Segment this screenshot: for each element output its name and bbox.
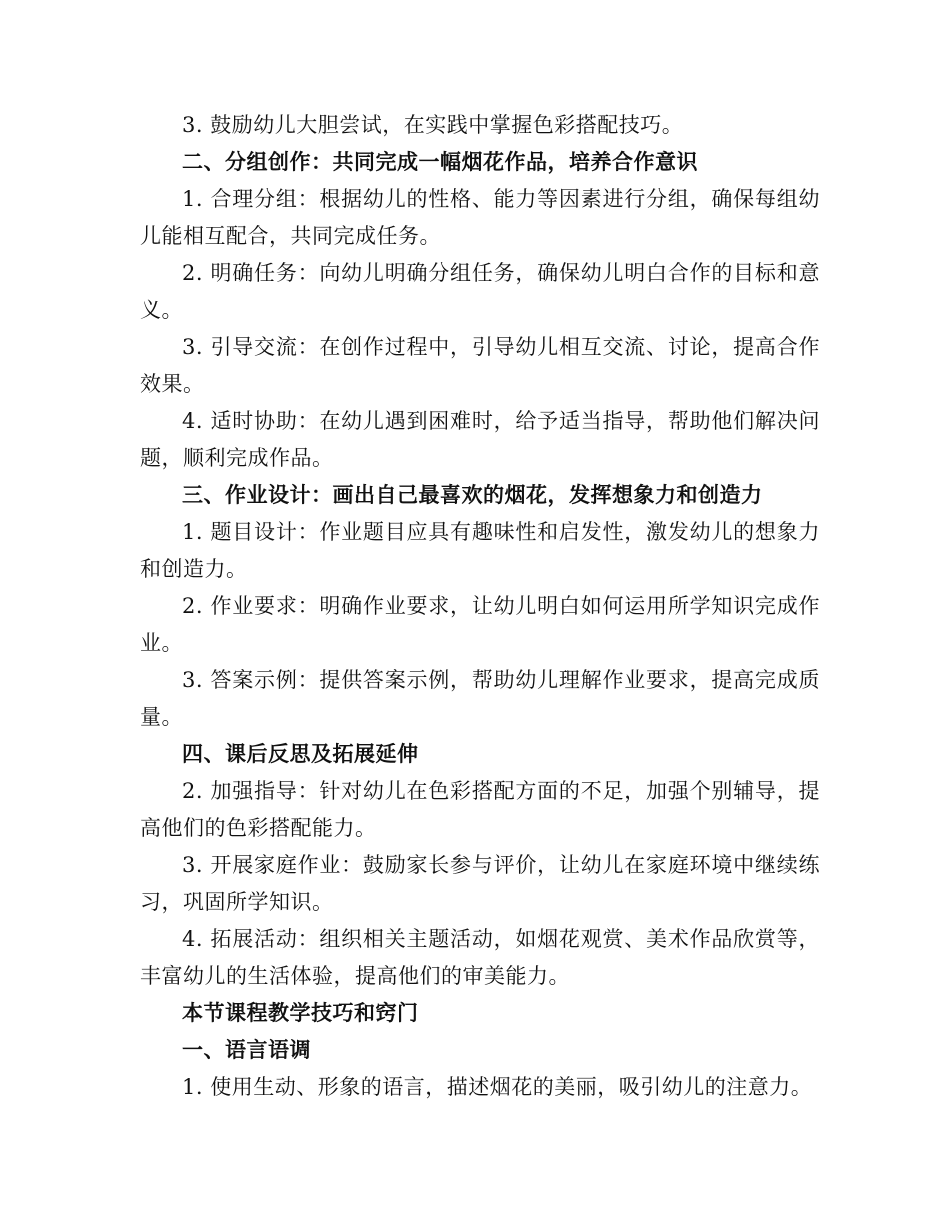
list-item: 3. 答案示例：提供答案示例，帮助幼儿理解作业要求，提高完成质量。 (140, 668, 820, 729)
list-item: 3. 引导交流：在创作过程中，引导幼儿相互交流、讨论，提高合作效果。 (140, 335, 820, 396)
list-item: 1. 使用生动、形象的语言，描述烟花的美丽，吸引幼儿的注意力。 (182, 1075, 813, 1099)
list-item: 4. 适时协助：在幼儿遇到困难时，给予适当指导，帮助他们解决问题，顺利完成作品。 (140, 409, 820, 470)
section-heading: 本节课程教学技巧和窍门 (182, 1001, 419, 1025)
list-item: 2. 明确任务：向幼儿明确分组任务，确保幼儿明白合作的目标和意义。 (140, 261, 820, 322)
list-item: 3. 开展家庭作业：鼓励家长参与评价，让幼儿在家庭环境中继续练习，巩固所学知识。 (140, 853, 820, 914)
section-heading: 四、课后反思及拓展延伸 (182, 742, 419, 766)
section-heading: 三、作业设计：画出自己最喜欢的烟花，发挥想象力和创造力 (182, 483, 763, 507)
list-item: 1. 题目设计：作业题目应具有趣味性和启发性，激发幼儿的想象力和创造力。 (140, 520, 820, 581)
section-heading: 一、语言语调 (182, 1038, 311, 1062)
list-item: 2. 加强指导：针对幼儿在色彩搭配方面的不足，加强个别辅导，提高他们的色彩搭配能力。 (140, 779, 820, 840)
section-heading: 二、分组创作：共同完成一幅烟花作品，培养合作意识 (182, 150, 698, 174)
list-item: 3. 鼓励幼儿大胆尝试，在实践中掌握色彩搭配技巧。 (182, 113, 684, 137)
list-item: 2. 作业要求：明确作业要求，让幼儿明白如何运用所学知识完成作业。 (140, 594, 820, 655)
list-item: 4. 拓展活动：组织相关主题活动，如烟花观赏、美术作品欣赏等，丰富幼儿的生活体验，提高他们的审美能力。 (140, 927, 820, 988)
list-item: 1. 合理分组：根据幼儿的性格、能力等因素进行分组，确保每组幼儿能相互配合，共同完成任务。 (140, 187, 820, 248)
document-body (140, 107, 820, 1106)
